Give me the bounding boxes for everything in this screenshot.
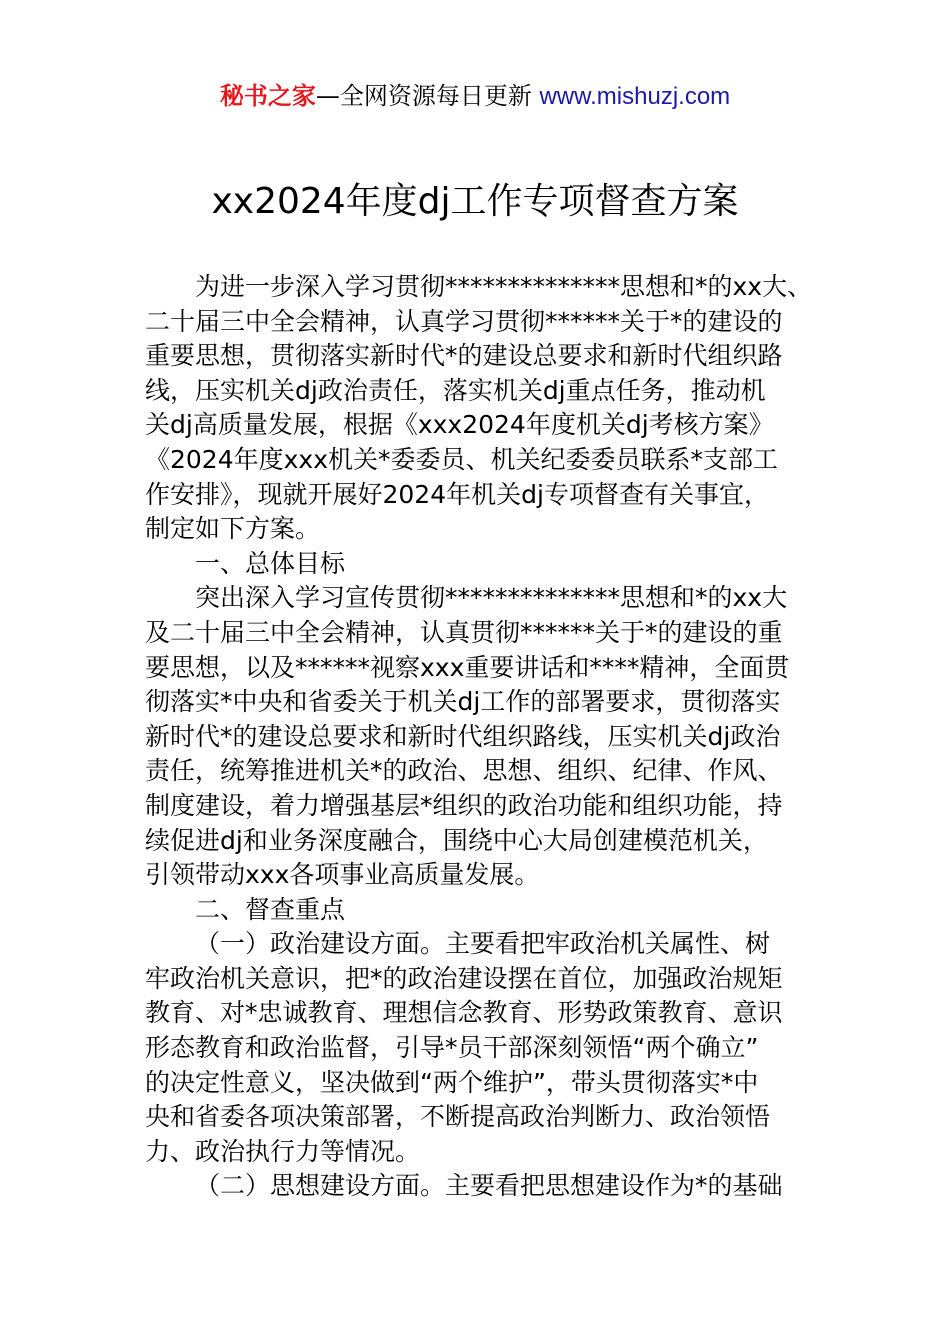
text-line: 续促进dj和业务深度融合，围绕中心大局创建模范机关， bbox=[145, 825, 768, 855]
text-line: 央和省委各项决策部署，不断提高政治判断力、政治领悟 bbox=[145, 1102, 771, 1132]
section-heading: 一、总体目标 bbox=[195, 548, 346, 578]
text-line: 力、政治执行力等情况。 bbox=[145, 1136, 421, 1166]
site-url-link[interactable]: www.mishuzj.com bbox=[539, 83, 731, 110]
section-heading: 二、督查重点 bbox=[195, 894, 346, 924]
text-line: （一）政治建设方面。主要看把牢政治机关属性、树 bbox=[195, 929, 771, 959]
text-line: 关dj高质量发展，根据《xxx2024年度机关dj考核方案》 bbox=[145, 410, 774, 440]
text-line: 彻落实*中央和省委关于机关dj工作的部署要求，贯彻落实 bbox=[145, 687, 781, 717]
text-line: 线，压实机关dj政治责任，落实机关dj重点任务，推动机 bbox=[145, 375, 766, 405]
text-line: 作安排》，现就开展好2024年机关dj专项督查有关事宜， bbox=[145, 479, 769, 509]
text-line: 的决定性意义，坚决做到“两个维护”，带头贯彻落实*中 bbox=[145, 1067, 759, 1097]
brand-name: 秘书之家 bbox=[219, 82, 316, 110]
document-body bbox=[145, 270, 825, 1204]
text-line: 制定如下方案。 bbox=[145, 514, 321, 544]
text-line: 新时代*的建设总要求和新时代组织路线，压实机关dj政治 bbox=[145, 721, 781, 751]
text-line: 重要思想，贯彻落实新时代*的建设总要求和新时代组织路 bbox=[145, 341, 783, 371]
text-line: 要思想，以及******视察xxx重要讲话和****精神，全面贯 bbox=[145, 652, 790, 682]
text-line: 责任，统筹推进机关*的政治、思想、组织、纪律、作风、 bbox=[145, 756, 783, 786]
text-line: 制度建设，着力增强基层*组织的政治功能和组织功能，持 bbox=[145, 790, 783, 820]
text-line: 突出深入学习宣传贯彻**************思想和*的xx大 bbox=[195, 583, 788, 613]
header-tagline: —全网资源每日更新 bbox=[315, 82, 540, 110]
text-line: 牢政治机关意识，把*的政治建设摆在首位，加强政治规矩 bbox=[145, 963, 783, 993]
site-header bbox=[0, 80, 950, 113]
text-line: （二）思想建设方面。主要看把思想建设作为*的基础 bbox=[195, 1171, 783, 1201]
text-line: 二十届三中全会精神，认真学习贯彻******关于*的建设的 bbox=[145, 306, 783, 336]
text-line: 教育、对*忠诚教育、理想信念教育、形势政策教育、意识 bbox=[145, 998, 783, 1028]
text-line: 形态教育和政治监督，引导*员干部深刻领悟“两个确立” bbox=[145, 1033, 759, 1063]
text-line: 及二十届三中全会精神，认真贯彻******关于*的建设的重 bbox=[145, 617, 783, 647]
document-title: xx2024年度dj工作专项督查方案 bbox=[211, 181, 739, 222]
text-line: 引领带动xxx各项事业高质量发展。 bbox=[145, 860, 540, 890]
text-line: 为进一步深入学习贯彻**************思想和*的xx大、 bbox=[195, 272, 813, 301]
text-line: 《2024年度xxx机关*委委员、机关纪委委员联系*支部工 bbox=[145, 444, 779, 474]
